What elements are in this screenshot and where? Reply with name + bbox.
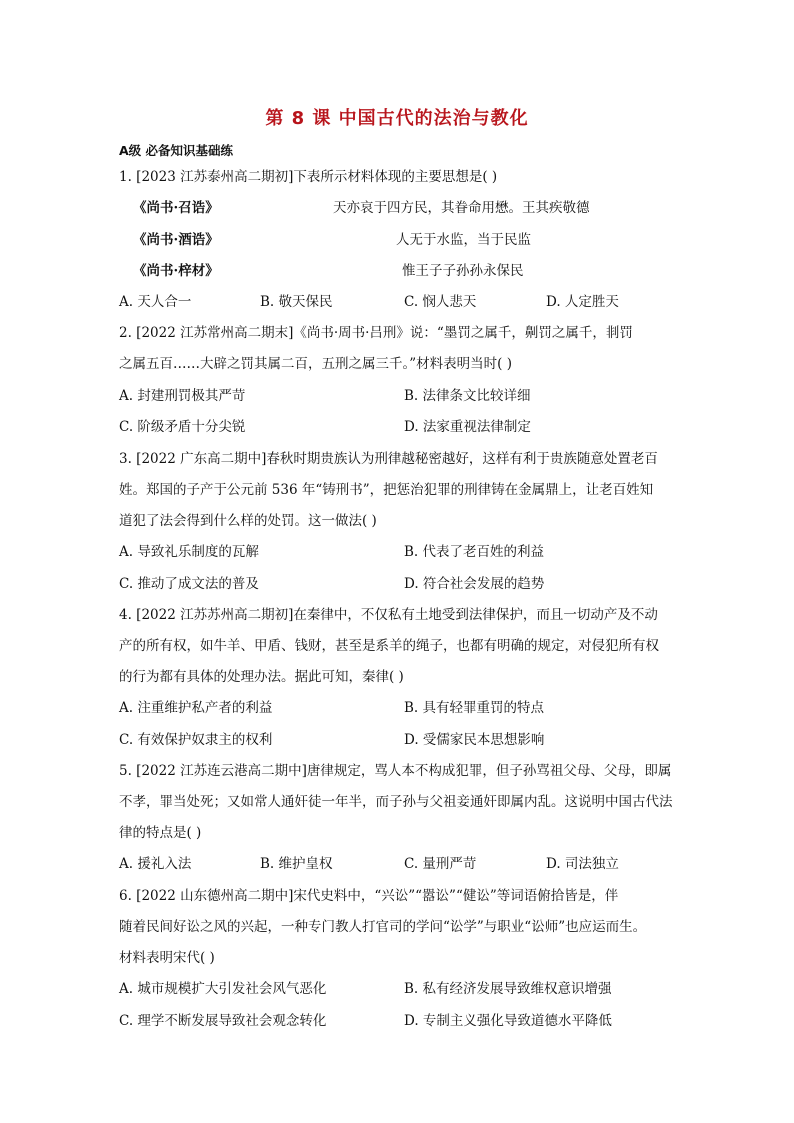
q5-option-a[interactable]: A. 援礼入法	[119, 856, 192, 872]
q6-option-d[interactable]: D. 专制主义强化导致道德水平降低	[404, 1013, 612, 1029]
question-4-line-2: 产的所有权，如牛羊、甲盾、钱财，甚至是系羊的绳子，也都有明确的规定，对侵犯所有权	[119, 638, 659, 654]
q6-option-b[interactable]: B. 私有经济发展导致维权意识增强	[404, 981, 612, 997]
q1-quote-2: 人无于水监，当于民监	[396, 232, 531, 248]
q1-quote-3: 惟王子子孙孙永保民	[402, 263, 524, 279]
q1-option-c[interactable]: C. 悯人悲天	[404, 294, 477, 310]
question-5-line-2: 不孝，罪当处死；又如常人通奸徒一年半，而子孙与父祖妾通奸即属内乱。这说明中国古代法	[119, 794, 673, 810]
q5-option-c[interactable]: C. 量刑严苛	[404, 856, 477, 872]
question-1-stem: 1. [2023 江苏泰州高二期初]下表所示材料体现的主要思想是( )	[119, 169, 498, 185]
question-5-line-1: 5. [2022 江苏连云港高二期中]唐律规定，骂人本不构成犯罪，但子孙骂祖父母、父母，即属	[119, 763, 672, 779]
question-4-line-3: 的行为都有具体的处理办法。据此可知，秦律( )	[119, 669, 404, 685]
q2-option-a[interactable]: A. 封建刑罚极其严苛	[119, 388, 246, 404]
question-2-line-1: 2. [2022 江苏常州高二期末]《尚书·周书·吕刑》说：“墨罚之属千，劓罚之属千，剕罚	[119, 325, 633, 341]
q4-option-d[interactable]: D. 受儒家民本思想影响	[404, 732, 545, 748]
q5-option-b[interactable]: B. 维护皇权	[260, 856, 333, 872]
section-heading: A级 必备知识基础练	[119, 143, 234, 158]
q5-option-d[interactable]: D. 司法独立	[546, 856, 619, 872]
q3-option-b[interactable]: B. 代表了老百姓的利益	[404, 544, 545, 560]
q2-option-b[interactable]: B. 法律条文比较详细	[404, 388, 531, 404]
q4-option-c[interactable]: C. 有效保护奴隶主的权利	[119, 732, 273, 748]
q3-option-d[interactable]: D. 符合社会发展的趋势	[404, 576, 545, 592]
q1-quote-1: 天亦哀于四方民，其眷命用懋。王其疾敬德	[333, 200, 590, 216]
question-6-line-2: 随着民间好讼之风的兴起，一种专门教人打官司的学问“讼学”与职业“讼师”也应运而生。	[119, 919, 647, 935]
question-2-line-2: 之属五百……大辟之罚其属二百，五刑之属三千。”材料表明当时( )	[119, 356, 512, 372]
question-3-line-3: 道犯了法会得到什么样的处罚。这一做法( )	[119, 513, 377, 529]
q4-option-b[interactable]: B. 具有轻罪重罚的特点	[404, 700, 545, 716]
q6-option-a[interactable]: A. 城市规模扩大引发社会风气恶化	[119, 981, 327, 997]
question-3-line-1: 3. [2022 广东高二期中]春秋时期贵族认为刑律越秘密越好，这样有利于贵族随意处置老百	[119, 451, 658, 467]
question-6-line-1: 6. [2022 山东德州高二期中]宋代史料中，“兴讼”“嚣讼”“健讼”等词语俯拾皆是，伴	[119, 888, 619, 904]
q1-source-2: 《尚书·酒诰》	[133, 232, 219, 248]
q1-option-d[interactable]: D. 人定胜天	[546, 294, 619, 310]
question-6-line-3: 材料表明宋代( )	[119, 950, 215, 966]
question-5-line-3: 律的特点是( )	[119, 825, 202, 841]
q3-option-c[interactable]: C. 推动了成文法的普及	[119, 576, 259, 592]
q1-option-a[interactable]: A. 天人合一	[119, 294, 192, 310]
q2-option-c[interactable]: C. 阶级矛盾十分尖锐	[119, 419, 246, 435]
q2-option-d[interactable]: D. 法家重视法律制定	[404, 419, 531, 435]
q4-option-a[interactable]: A. 注重维护私产者的利益	[119, 700, 273, 716]
q1-source-1: 《尚书·召诰》	[133, 200, 219, 216]
q6-option-c[interactable]: C. 理学不断发展导致社会观念转化	[119, 1013, 327, 1029]
q1-option-b[interactable]: B. 敬天保民	[260, 294, 333, 310]
question-4-line-1: 4. [2022 江苏苏州高二期初]在秦律中，不仅私有土地受到法律保护，而且一切动产及不动	[119, 607, 658, 623]
q3-option-a[interactable]: A. 导致礼乐制度的瓦解	[119, 544, 259, 560]
page-title: 第 8 课 中国古代的法治与教化	[265, 108, 529, 129]
q1-source-3: 《尚书·梓材》	[133, 263, 219, 279]
question-3-line-2: 姓。郑国的子产于公元前 536 年“铸刑书”，把惩治犯罪的刑律铸在金属鼎上，让老百姓知	[119, 482, 654, 498]
